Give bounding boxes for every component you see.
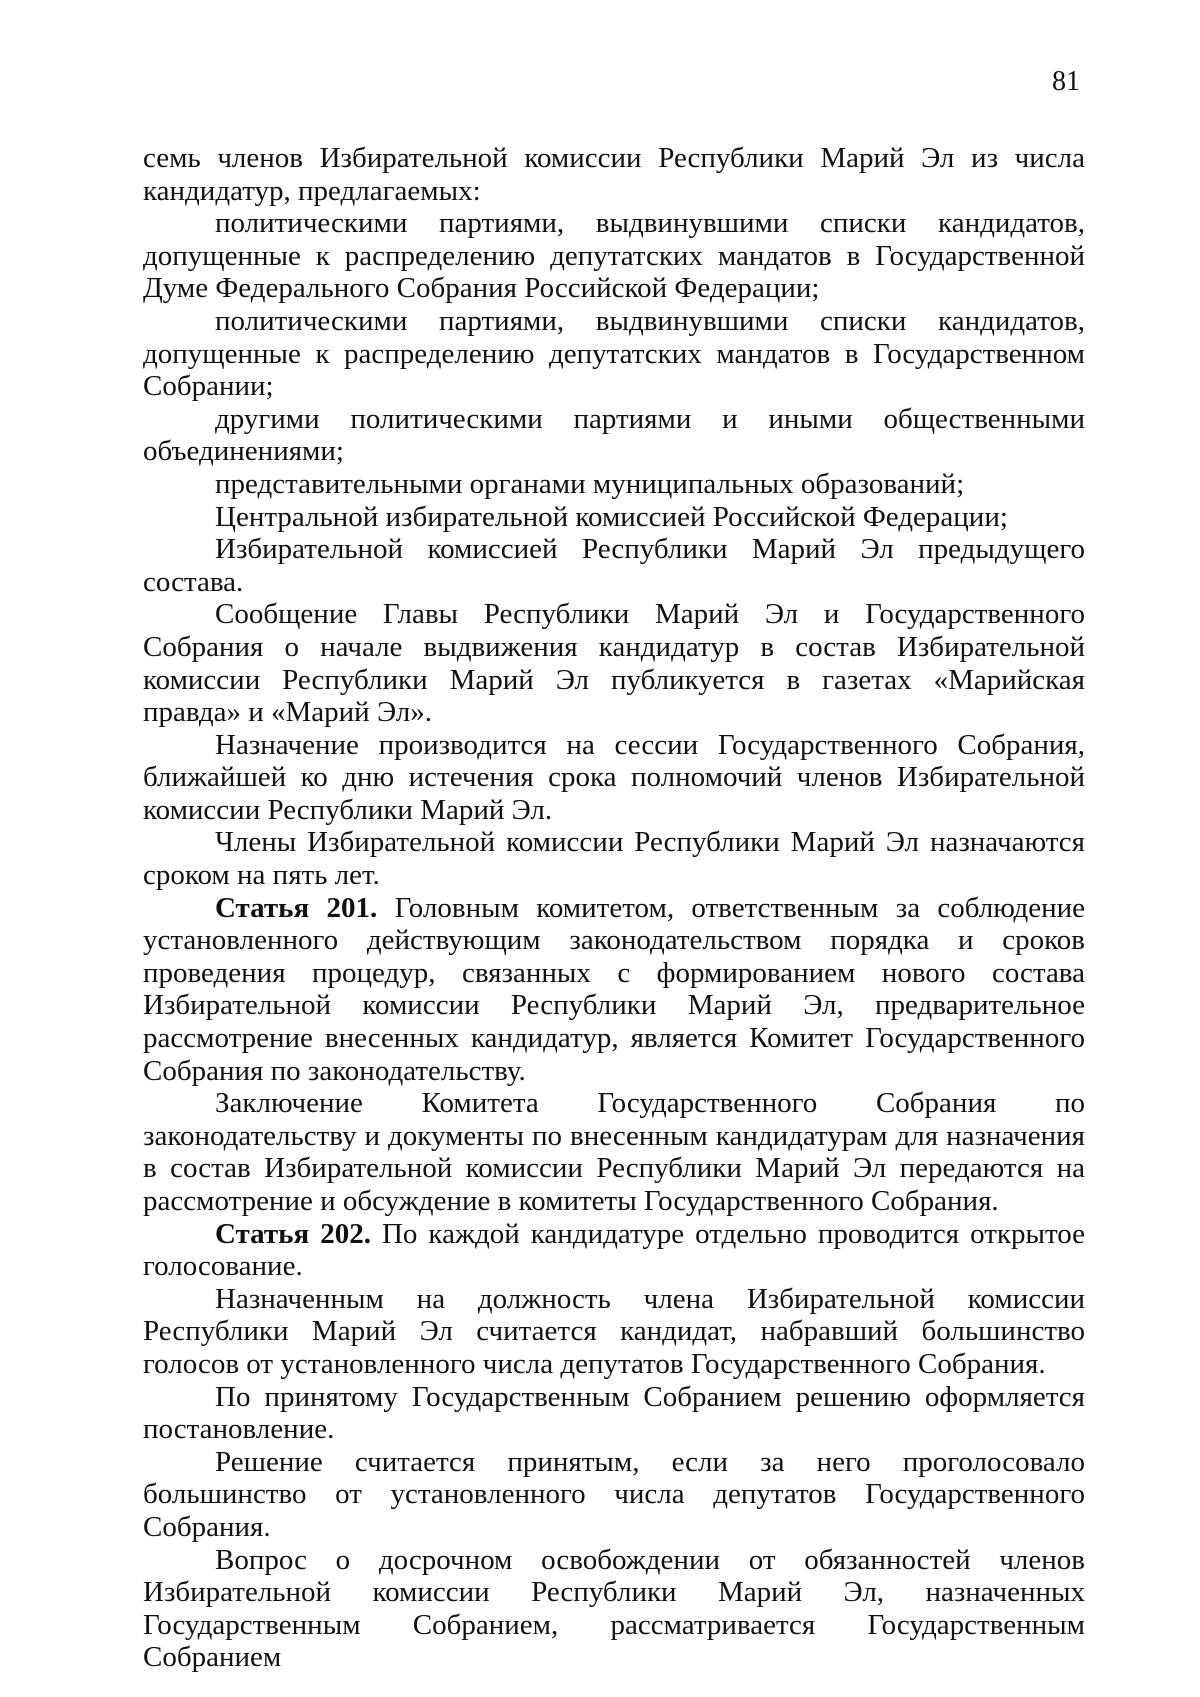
paragraph-continuation: семь членов Избирательной комиссии Республики Марий Эл из числа кандидатур, предлагаемых: bbox=[143, 142, 1085, 207]
list-item-municipal-bodies: представительными органами муниципальных образований; bbox=[215, 467, 965, 500]
paragraph-appointed-member: Назначенным на должность члена Избирательной комиссии Республики Марий Эл считается кандидат, набравший большинство голосов от установленного числа депутатов Государственного Собрания. bbox=[143, 1282, 1085, 1380]
article-201-text: Головным комитетом, ответственным за соблюдение установленного действующим законодательством порядка и сроков проведения процедур, связанных с формированием нового состава Избирательной комиссии Республики Марий Эл, предварительное рассмотрение внесенных кандидатур, является Комитет Государственного Собрания по законодательству. bbox=[143, 891, 1085, 1087]
paragraph-announcement: Сообщение Главы Республики Марий Эл и Государственного Собрания о начале выдвижения кандидатур в состав Избирательной комиссии Республики Марий Эл публикуется в газетах «Марийская правда» и «Марий Эл». bbox=[143, 598, 1085, 729]
paragraph-appointment-session: Назначение производится на сессии Государственного Собрания, ближайшей ко дню истечения срока полномочий членов Избирательной комиссии Республики Марий Эл. bbox=[143, 728, 1085, 826]
paragraph-resolution: По принятому Государственным Собранием решению оформляется постановление. bbox=[143, 1380, 1085, 1446]
paragraph-early-release: Вопрос о досрочном освобождении от обязанностей членов Избирательной комиссии Республики Марий Эл, назначенных Государственным Собранием, рассматривается Государственным Собранием bbox=[143, 1543, 1085, 1674]
list-item-central-commission: Центральной избирательной комиссией Российской Федерации; bbox=[215, 500, 1008, 533]
article-202-title: Статья 202. bbox=[215, 1217, 371, 1250]
article-201-title: Статья 201. bbox=[215, 891, 378, 924]
paragraph-term: Члены Избирательной комиссии Республики Марий Эл назначаются сроком на пять лет. bbox=[143, 826, 1085, 892]
page-number: 81 bbox=[1052, 66, 1080, 97]
document-body bbox=[143, 142, 1085, 1674]
list-item-other-parties: другими политическими партиями и иными общественными объединениями; bbox=[143, 402, 1085, 468]
list-item-regional-parties: политическими партиями, выдвинувшими списки кандидатов, допущенные к распределению депутатских мандатов в Государственном Собрании; bbox=[143, 304, 1085, 403]
article-201 bbox=[143, 892, 1085, 1088]
paragraph-decision-adopted: Решение считается принятым, если за него проголосовало большинство от установленного числа депутатов Государственного Собрания. bbox=[143, 1445, 1085, 1543]
paragraph-committee-conclusion: Заключение Комитета Государственного Собрания по законодательству и документы по внесенным кандидатурам для назначения в состав Избирательной комиссии Республики Марий Эл передаются на рассмотрение и обсуждение в комитеты Государственного Собрания. bbox=[143, 1087, 1085, 1217]
list-item-previous-commission: Избирательной комиссией Республики Марий Эл предыдущего состава. bbox=[143, 533, 1085, 598]
list-item-federal-parties: политическими партиями, выдвинувшими списки кандидатов, допущенные к распределению депутатских мандатов в Государственной Думе Федерального Собрания Российской Федерации; bbox=[143, 207, 1085, 305]
article-202 bbox=[143, 1218, 1085, 1283]
article-202-text: По каждой кандидатуре отдельно проводится открытое голосование. bbox=[143, 1217, 1085, 1283]
